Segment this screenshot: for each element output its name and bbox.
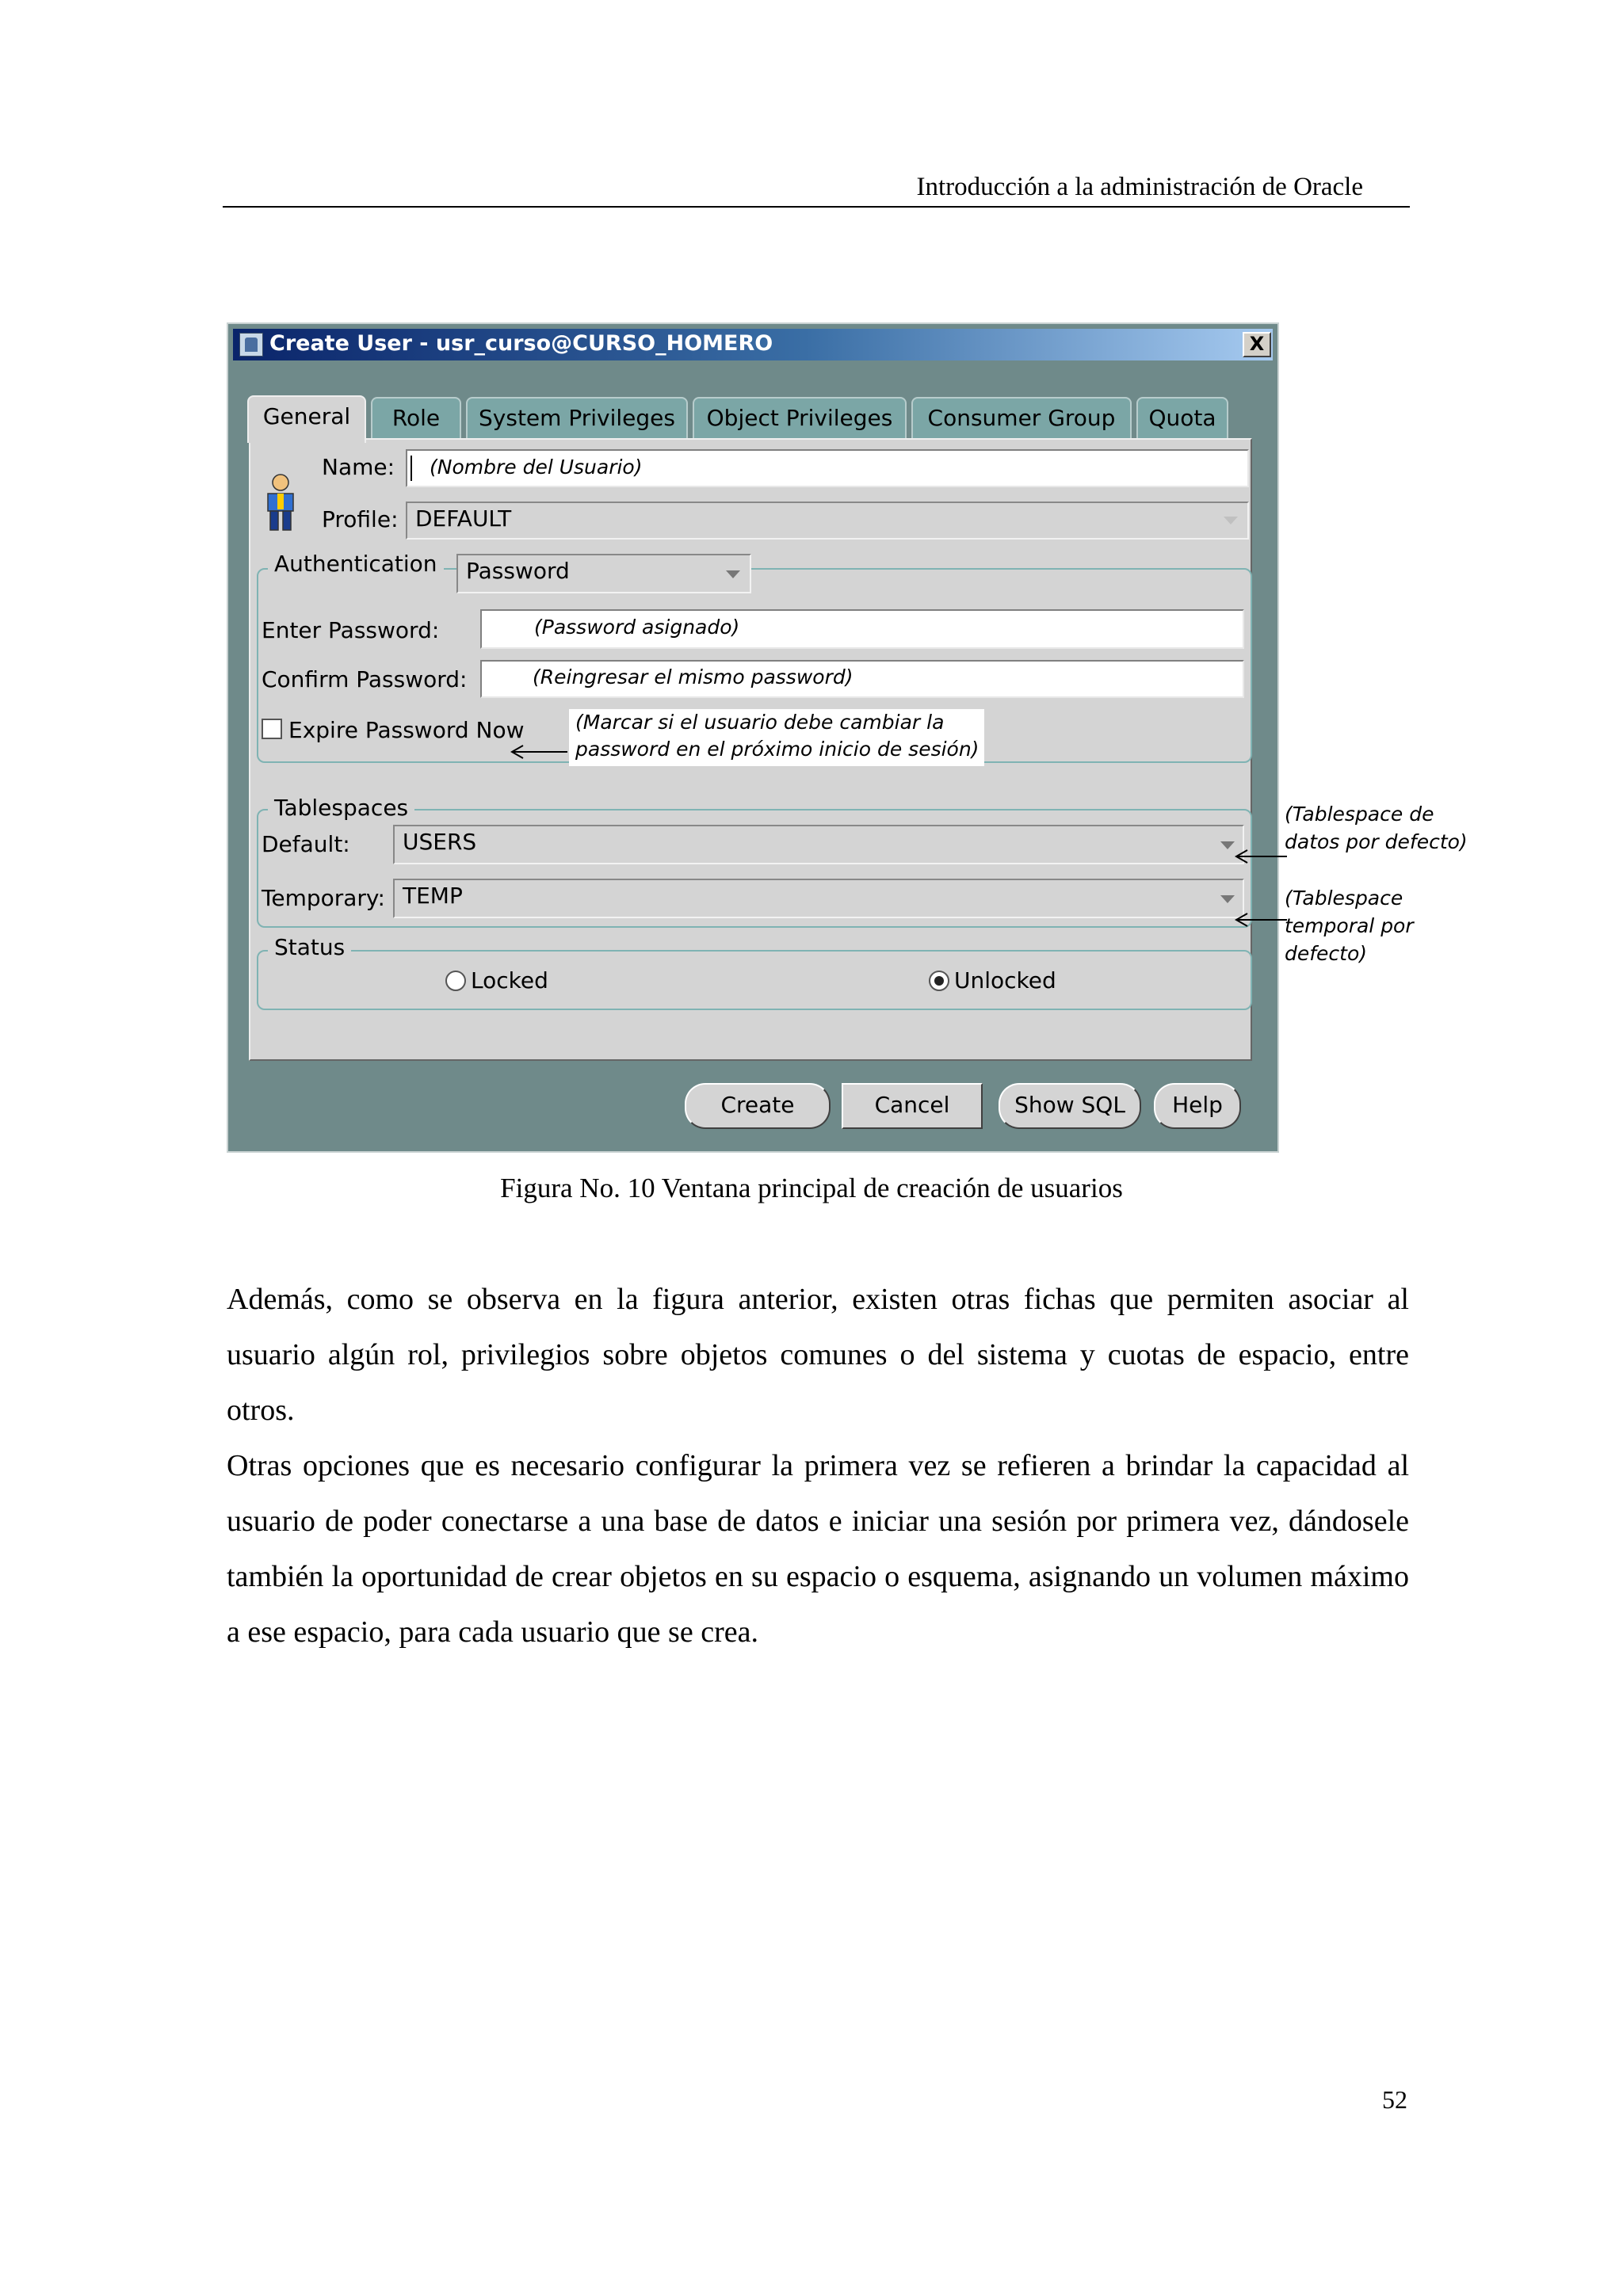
create-button[interactable]: Create bbox=[685, 1083, 831, 1129]
authentication-select-value: Password bbox=[466, 558, 570, 584]
profile-select-value: DEFAULT bbox=[415, 505, 512, 532]
confirm-password-value: (Reingresar el mismo password) bbox=[533, 666, 854, 688]
page-number: 52 bbox=[1382, 2085, 1407, 2114]
body-text bbox=[227, 1272, 1409, 1660]
annotation-line: (Tablespace de bbox=[1285, 803, 1434, 826]
show-sql-button[interactable]: Show SQL bbox=[999, 1083, 1141, 1129]
close-button[interactable] bbox=[1243, 332, 1271, 357]
chevron-down-icon bbox=[1224, 517, 1238, 524]
temporary-tablespace-select[interactable] bbox=[393, 879, 1244, 918]
radio-selected-dot bbox=[934, 976, 944, 986]
tab-object-privileges[interactable]: Object Privileges bbox=[693, 397, 907, 438]
tab-role[interactable]: Role bbox=[371, 397, 461, 438]
running-header: Introducción a la administración de Oracle bbox=[916, 173, 1363, 201]
name-label: Name: bbox=[322, 454, 395, 480]
default-tablespace-select[interactable] bbox=[393, 825, 1244, 864]
expire-password-checkbox[interactable] bbox=[262, 719, 282, 739]
annotation-line: datos por defecto) bbox=[1285, 830, 1468, 853]
unlocked-radio[interactable] bbox=[929, 971, 949, 991]
temporary-tablespace-value: TEMP bbox=[403, 883, 463, 909]
oracle-user-app-icon bbox=[239, 333, 263, 357]
paragraph: Otras opciones que es necesario configurar la primera vez se refieren a brindar la capacidad al usuario de poder conectarse a una base de datos e iniciar una sesión por primera vez, dándosele también la oportunidad de crear objetos en su espacio o esquema, asignando un volumen máximo a ese espacio, para cada usuario que se crea. bbox=[227, 1449, 1409, 1649]
chevron-down-icon bbox=[1220, 895, 1235, 903]
authentication-select[interactable] bbox=[456, 554, 751, 593]
expire-note-line-2: password en el próximo inicio de sesión) bbox=[575, 738, 980, 761]
default-tablespace-label: Default: bbox=[262, 831, 350, 857]
left-arrow-icon bbox=[1233, 911, 1289, 929]
locked-radio[interactable] bbox=[445, 971, 466, 991]
chevron-down-icon bbox=[726, 570, 740, 578]
title-bar[interactable] bbox=[233, 329, 1273, 360]
tab-general[interactable]: General bbox=[247, 395, 366, 443]
figure-caption: Figura No. 10 Ventana principal de creación de usuarios bbox=[500, 1173, 1123, 1203]
enter-password-input[interactable] bbox=[480, 609, 1244, 649]
general-tab-panel bbox=[249, 438, 1252, 1061]
temporary-tablespace-label: Temporary: bbox=[262, 885, 385, 911]
name-input[interactable] bbox=[406, 449, 1249, 487]
enter-password-value: (Password asignado) bbox=[534, 616, 740, 639]
unlocked-label: Unlocked bbox=[954, 967, 1056, 994]
annotation-line: temporal por bbox=[1285, 914, 1414, 937]
help-button[interactable]: Help bbox=[1154, 1083, 1241, 1129]
profile-label: Profile: bbox=[322, 506, 399, 532]
status-title: Status bbox=[268, 934, 351, 960]
tab-consumer-group[interactable]: Consumer Group bbox=[911, 397, 1132, 438]
confirm-password-input[interactable] bbox=[480, 660, 1244, 698]
header-rule bbox=[223, 206, 1410, 208]
window-title: Create User - usr_curso@CURSO_HOMERO bbox=[269, 331, 773, 356]
text-cursor bbox=[411, 456, 412, 481]
expire-note-line-1: (Marcar si el usuario debe cambiar la bbox=[575, 711, 945, 734]
confirm-password-label: Confirm Password: bbox=[262, 666, 468, 692]
profile-select[interactable] bbox=[406, 502, 1249, 540]
authentication-label: Authentication bbox=[268, 551, 444, 577]
annotation-line: defecto) bbox=[1285, 942, 1368, 965]
expire-password-note bbox=[569, 709, 984, 766]
locked-label: Locked bbox=[471, 967, 548, 994]
left-arrow-icon bbox=[1233, 848, 1289, 865]
name-input-value: (Nombre del Usuario) bbox=[430, 456, 643, 479]
tablespaces-title: Tablespaces bbox=[268, 795, 414, 821]
user-icon bbox=[263, 473, 298, 532]
expire-password-label: Expire Password Now bbox=[288, 717, 525, 743]
enter-password-label: Enter Password: bbox=[262, 617, 440, 643]
tab-system-privileges[interactable]: System Privileges bbox=[466, 397, 688, 438]
tab-quota[interactable]: Quota bbox=[1136, 397, 1228, 438]
left-arrow-icon bbox=[509, 744, 569, 760]
cancel-button[interactable]: Cancel bbox=[842, 1083, 983, 1129]
temporary-tablespace-annotation bbox=[1285, 884, 1414, 967]
close-icon: X bbox=[1249, 333, 1265, 355]
default-tablespace-value: USERS bbox=[403, 829, 477, 855]
paragraph: Además, como se observa en la figura anterior, existen otras fichas que permiten asociar al usuario algún rol, privilegios sobre objetos comunes o del sistema y cuotas de espacio, entre otros. bbox=[227, 1283, 1409, 1427]
default-tablespace-annotation bbox=[1285, 800, 1468, 856]
status-group bbox=[257, 950, 1252, 1010]
annotation-line: (Tablespace bbox=[1285, 887, 1403, 910]
create-user-window bbox=[227, 322, 1279, 1153]
